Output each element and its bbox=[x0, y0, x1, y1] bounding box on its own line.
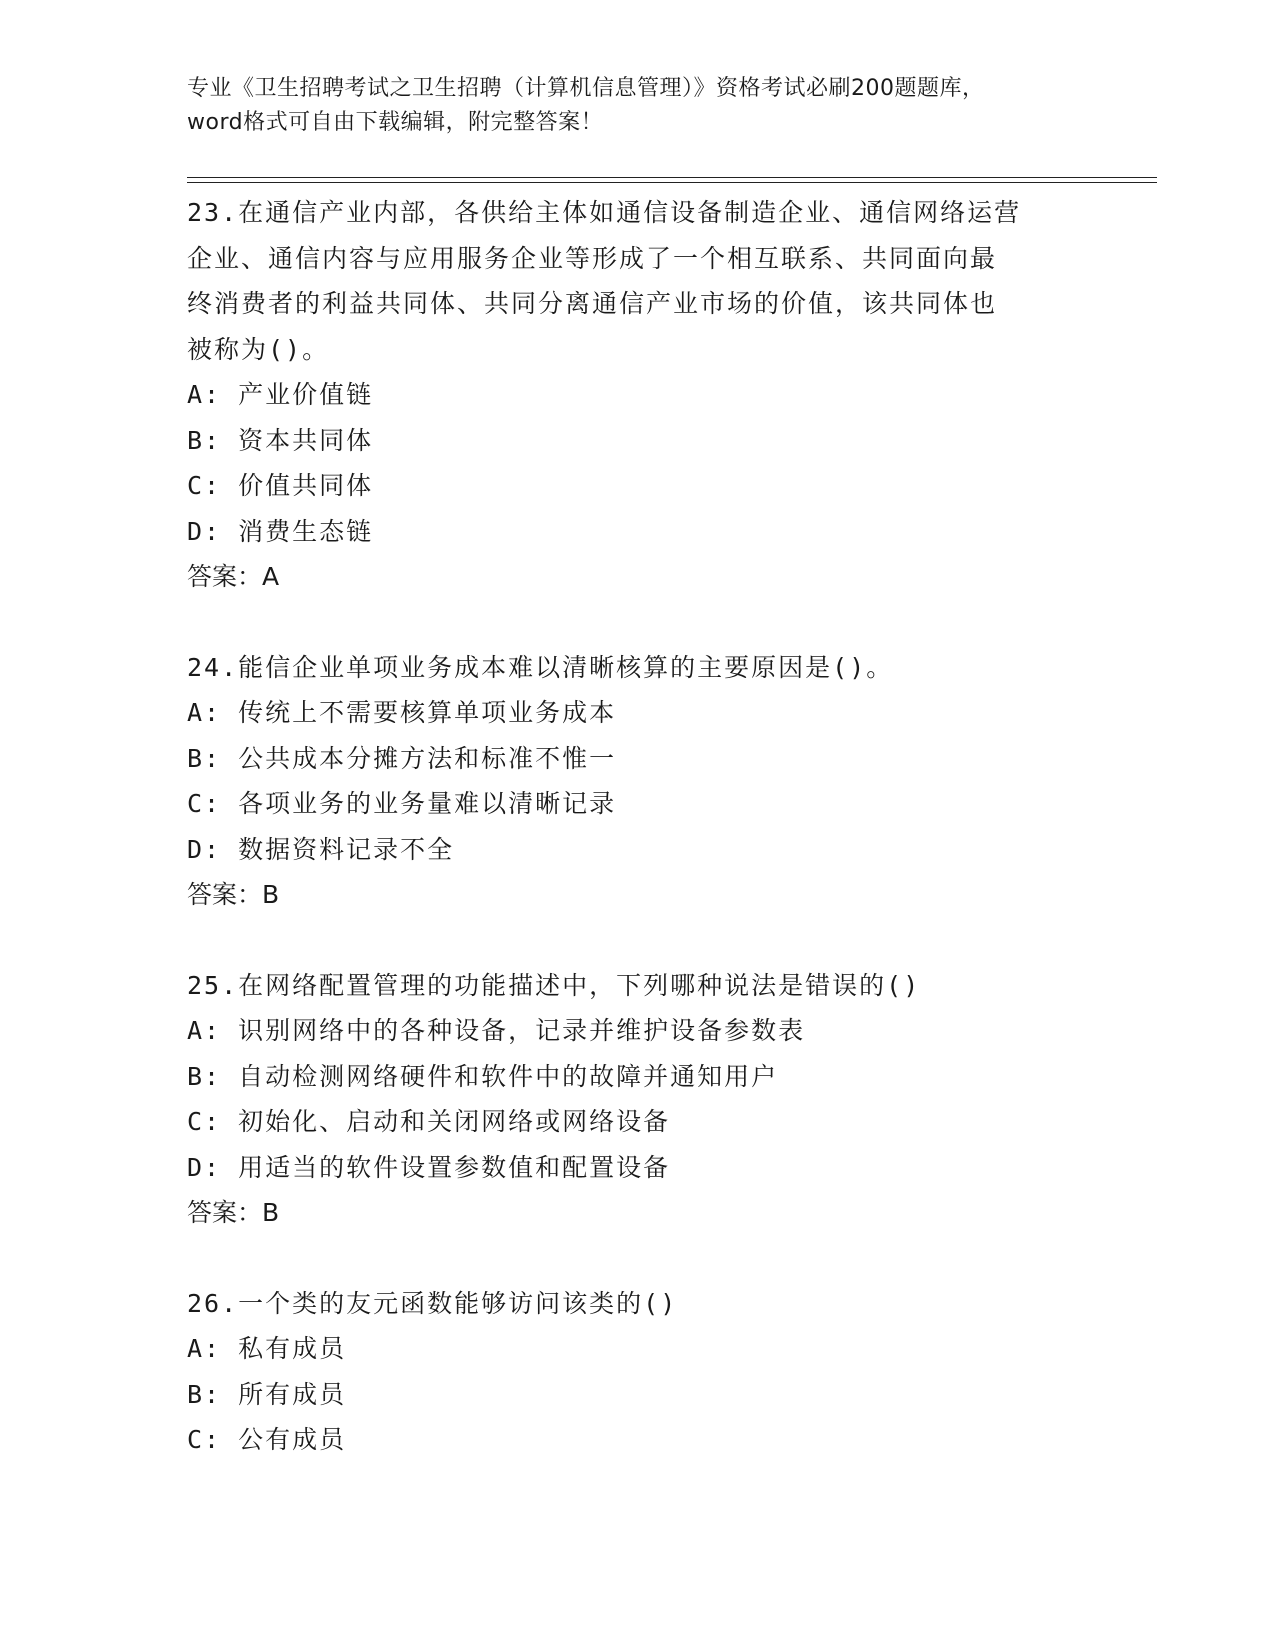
option-b: B: 自动检测网络硬件和软件中的故障并通知用户 bbox=[187, 1061, 779, 1091]
option-c: C: 公有成员 bbox=[187, 1425, 347, 1454]
question-stem-line: 25.在网络配置管理的功能描述中，下列哪种说法是错误的() bbox=[187, 970, 921, 1000]
option-a: A: 私有成员 bbox=[187, 1334, 347, 1363]
question-stem-line: 被称为()。 bbox=[187, 334, 330, 364]
question-stem-line: 24.能信企业单项业务成本难以清晰核算的主要原因是()。 bbox=[187, 652, 894, 682]
answer: 答案：B bbox=[187, 880, 280, 909]
document-header bbox=[187, 72, 1087, 140]
question-25 bbox=[187, 963, 1087, 1236]
option-d: D: 数据资料记录不全 bbox=[187, 834, 455, 864]
question-23 bbox=[187, 190, 1087, 600]
option-c: C: 初始化、启动和关闭网络或网络设备 bbox=[187, 1107, 671, 1136]
answer: 答案：A bbox=[187, 562, 280, 591]
option-c: C: 各项业务的业务量难以清晰记录 bbox=[187, 789, 617, 818]
question-stem-line: 企业、通信内容与应用服务企业等形成了一个相互联系、共同面向最 bbox=[187, 243, 998, 273]
question-stem-line: 23.在通信产业内部，各供给主体如通信设备制造企业、通信网络运营 bbox=[187, 198, 1022, 227]
header-line-1: 专业《卫生招聘考试之卫生招聘（计算机信息管理）》资格考试必刷200题题库， bbox=[187, 76, 985, 101]
option-a: A: 传统上不需要核算单项业务成本 bbox=[187, 698, 617, 727]
option-d: D: 消费生态链 bbox=[187, 516, 374, 546]
option-c: C: 价值共同体 bbox=[187, 471, 374, 500]
option-b: B: 所有成员 bbox=[187, 1379, 347, 1409]
question-stem-line: 26.一个类的友元函数能够访问该类的() bbox=[187, 1288, 678, 1318]
question-list bbox=[187, 190, 1087, 1463]
question-24 bbox=[187, 645, 1087, 918]
question-26 bbox=[187, 1281, 1087, 1463]
header-divider-top bbox=[187, 177, 1157, 178]
option-d: D: 用适当的软件设置参数值和配置设备 bbox=[187, 1152, 671, 1182]
answer: 答案：B bbox=[187, 1198, 280, 1227]
header-divider-bottom bbox=[187, 182, 1157, 183]
option-b: B: 资本共同体 bbox=[187, 425, 374, 455]
header-line-2: word格式可自由下载编辑，附完整答案！ bbox=[187, 110, 604, 135]
option-a: A: 识别网络中的各种设备，记录并维护设备参数表 bbox=[187, 1016, 806, 1045]
question-stem-line: 终消费者的利益共同体、共同分离通信产业市场的价值，该共同体也 bbox=[187, 289, 998, 318]
option-b: B: 公共成本分摊方法和标准不惟一 bbox=[187, 743, 617, 773]
option-a: A: 产业价值链 bbox=[187, 380, 374, 409]
